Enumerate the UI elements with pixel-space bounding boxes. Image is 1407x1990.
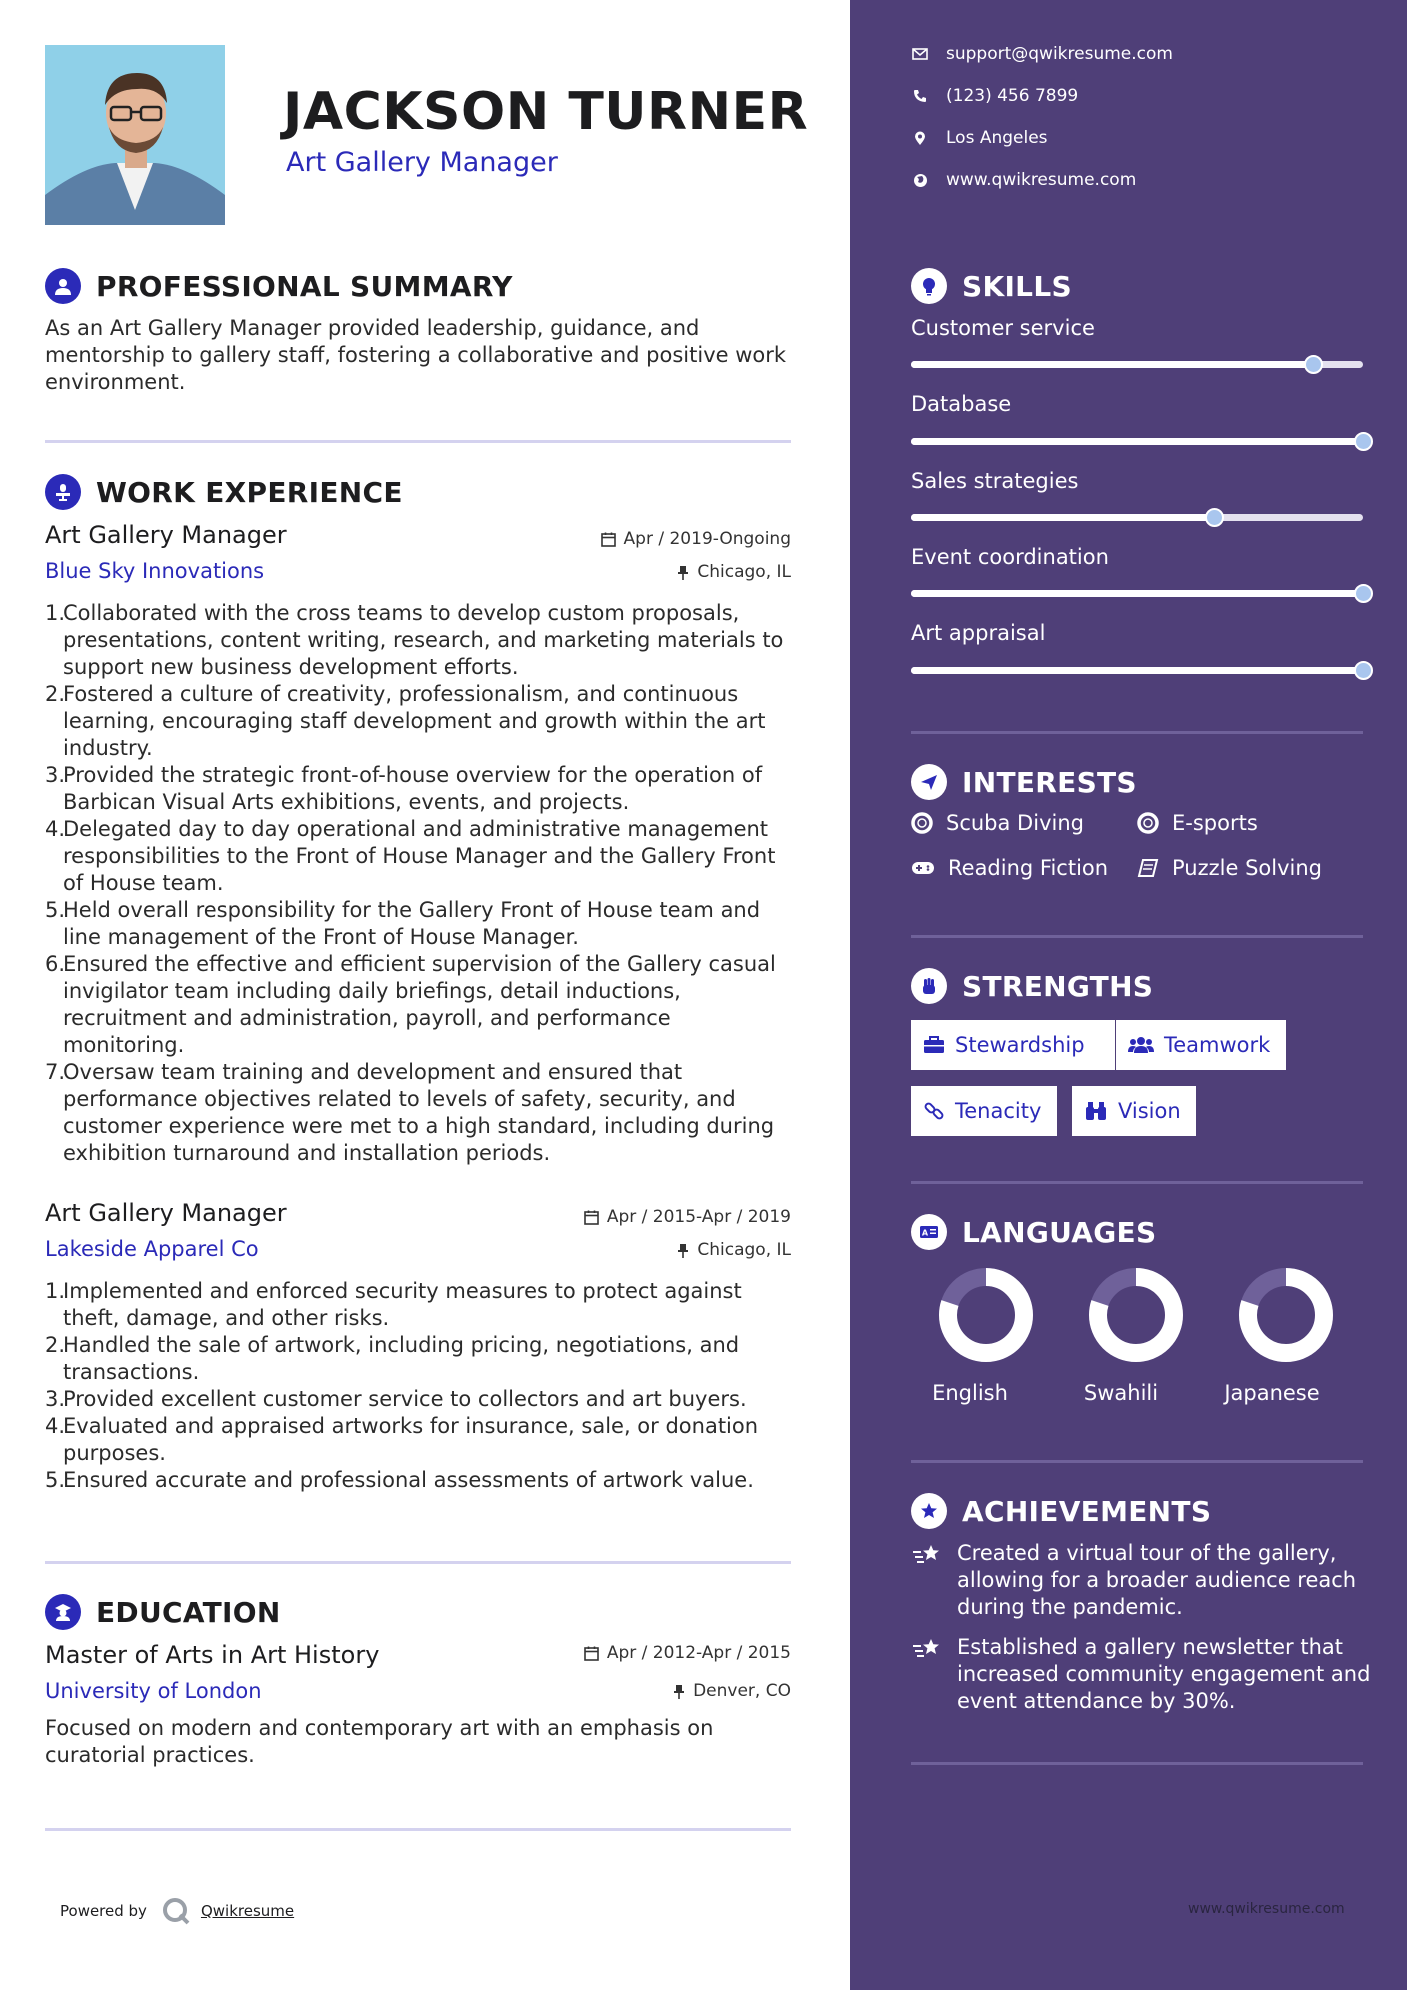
interest-item: Puzzle Solving <box>1137 856 1322 880</box>
lightbulb-icon <box>911 268 947 304</box>
shooting-star-icon <box>911 1542 943 1568</box>
map-pin-icon <box>914 131 926 146</box>
list-item: 2. Handled the sale of artwork, including pricing, negotiations, and transactions. <box>45 1333 740 1384</box>
paper-plane-icon <box>911 764 947 800</box>
skill-bar <box>911 590 1363 597</box>
company-name: Lakeside Apparel Co <box>45 1237 259 1261</box>
candidate-role: Art Gallery Manager <box>286 147 558 178</box>
summary-heading: PROFESSIONAL SUMMARY <box>45 268 513 304</box>
section-divider <box>45 1561 791 1564</box>
skill-bar-fill <box>911 514 1214 521</box>
lifebuoy-icon <box>1137 812 1159 834</box>
qwikresume-logo-icon <box>161 1896 191 1926</box>
translate-icon <box>911 1214 947 1250</box>
education-location: Denver, CO <box>673 1681 791 1701</box>
interest-item: E-sports <box>1137 811 1258 835</box>
graduate-icon <box>45 1594 81 1630</box>
skill-bar-knob <box>1354 661 1373 680</box>
summary-text: As an Art Gallery Manager provided leadership, guidance, and mentorship to gallery staff, fostering a collaborative and positive work environment. <box>45 316 787 394</box>
company-name: Blue Sky Innovations <box>45 559 265 583</box>
job-location: Chicago, IL <box>677 562 791 582</box>
pin-icon <box>677 1243 689 1258</box>
contact-website: www.qwikresume.com <box>911 170 1136 190</box>
strength-chip: Teamwork <box>1116 1020 1286 1070</box>
skill-bar-fill <box>911 438 1363 445</box>
interest-item: Reading Fiction <box>911 856 1108 880</box>
language-ring <box>1211 1265 1361 1365</box>
education-text: Focused on modern and contemporary art with an emphasis on curatorial practices. <box>45 1716 714 1767</box>
skill-bar-fill <box>911 590 1363 597</box>
skill-bar <box>911 438 1363 445</box>
job-title: Art Gallery Manager <box>45 1199 287 1227</box>
calendar-icon <box>584 1646 599 1661</box>
section-divider <box>911 1460 1363 1463</box>
education-heading: EDUCATION <box>45 1594 281 1630</box>
skills-heading: SKILLS <box>911 268 1072 304</box>
section-divider <box>911 731 1363 734</box>
pin-icon <box>673 1684 685 1699</box>
skill-bar <box>911 361 1363 368</box>
section-divider <box>45 440 791 443</box>
skill-bar-knob <box>1354 432 1373 451</box>
interests-heading: INTERESTS <box>911 764 1137 800</box>
duties-list <box>45 600 795 1167</box>
job-dates: Apr / 2015-Apr / 2019 <box>584 1207 791 1227</box>
list-item: 1. Collaborated with the cross teams to develop custom proposals, presentations, content writing, research, and marketing materials to support new business development efforts. <box>45 601 784 679</box>
job-dates: Apr / 2019-Ongoing <box>601 529 791 549</box>
school-name: University of London <box>45 1679 262 1703</box>
list-item: 5. Held overall responsibility for the Gallery Front of House team and line management of the Front of House Manager. <box>45 898 761 949</box>
work-heading: WORK EXPERIENCE <box>45 474 403 510</box>
lifebuoy-icon <box>911 812 933 834</box>
list-item: 1. Implemented and enforced security measures to protect against theft, damage, and other risks. <box>45 1279 742 1330</box>
candidate-name: JACKSON TURNER <box>283 82 809 142</box>
language-ring <box>911 1265 1061 1365</box>
podium-icon <box>45 474 81 510</box>
shooting-star-icon <box>911 1636 943 1662</box>
contact-phone: (123) 456 7899 <box>911 86 1078 106</box>
envelope-icon <box>912 48 928 60</box>
skill-bar-knob <box>1354 584 1373 603</box>
list-item: 4. Evaluated and appraised artworks for insurance, sale, or donation purposes. <box>45 1414 759 1465</box>
achievement-item: Established a gallery newsletter that increased community engagement and event attendance by 30%. <box>911 1634 1371 1715</box>
list-item: 4. Delegated day to day operational and administrative management responsibilities to the Front of House Manager and the Gallery Front of House team. <box>45 817 776 895</box>
language-ring <box>1061 1265 1211 1365</box>
achievements-heading: ACHIEVEMENTS <box>911 1493 1211 1529</box>
book-icon <box>1137 858 1159 878</box>
skill-bar-fill <box>911 667 1363 674</box>
section-divider <box>911 935 1363 938</box>
phone-icon <box>913 89 927 103</box>
strength-chip: Vision <box>1072 1086 1196 1136</box>
skill-label: Database <box>911 392 1012 416</box>
skill-label: Event coordination <box>911 545 1109 569</box>
strength-chip: Stewardship <box>911 1020 1115 1070</box>
qwikresume-link[interactable]: Qwikresume <box>200 1902 295 1920</box>
list-item: 2. Fostered a culture of creativity, professionalism, and continuous learning, encouraging staff development and growth within the art industry. <box>45 682 766 760</box>
star-badge-icon <box>911 1493 947 1529</box>
duties-list <box>45 1278 795 1494</box>
binoculars-icon <box>1084 1101 1108 1121</box>
achievement-item: Created a virtual tour of the gallery, allowing for a broader audience reach during the pandemic. <box>911 1540 1371 1621</box>
skill-bar <box>911 514 1363 521</box>
education-dates: Apr / 2012-Apr / 2015 <box>584 1643 791 1663</box>
section-divider <box>45 1828 791 1831</box>
languages-heading: A LANGUAGES <box>911 1214 1156 1250</box>
section-divider <box>911 1762 1363 1765</box>
section-divider <box>911 1181 1363 1184</box>
pin-icon <box>677 565 689 580</box>
user-icon <box>45 268 81 304</box>
list-item: 3. Provided the strategic front-of-house overview for the operation of Barbican Visual Arts exhibitions, events, and projects. <box>45 763 763 814</box>
skill-label: Art appraisal <box>911 621 1046 645</box>
language-label: English <box>932 1381 1008 1405</box>
fist-icon <box>911 968 947 1004</box>
list-item: 6. Ensured the effective and efficient supervision of the Gallery casual invigilator team including daily briefings, detail inductions, recruitment and administration, payroll, and performance monitoring. <box>45 952 776 1057</box>
users-icon <box>1128 1036 1154 1054</box>
strength-chip: Tenacity <box>911 1086 1057 1136</box>
gamepad-icon <box>911 860 935 876</box>
calendar-icon <box>601 532 616 547</box>
contact-email: support@qwikresume.com <box>911 44 1173 64</box>
list-item: 7. Oversaw team training and development and ensured that performance objectives related to levels of safety, security, and customer experience were met to a high standard, including during exhibition turnaround and installation periods. <box>45 1060 775 1165</box>
skill-label: Sales strategies <box>911 469 1079 493</box>
calendar-icon <box>584 1210 599 1225</box>
skill-bar-fill <box>911 361 1313 368</box>
globe-icon <box>913 173 928 188</box>
contact-location: Los Angeles <box>911 128 1048 148</box>
skill-bar <box>911 667 1363 674</box>
skill-bar-knob <box>1205 508 1224 527</box>
svg-text:A: A <box>921 1228 929 1238</box>
footer-website: www.qwikresume.com <box>1188 1901 1345 1917</box>
briefcase-icon <box>923 1036 945 1054</box>
job-title: Art Gallery Manager <box>45 521 287 549</box>
interest-item: Scuba Diving <box>911 811 1084 835</box>
language-label: Swahili <box>1083 1381 1159 1405</box>
skill-label: Customer service <box>911 316 1095 340</box>
language-label: Japanese <box>1224 1381 1320 1405</box>
list-item: 5. Ensured accurate and professional assessments of artwork value. <box>45 1468 754 1492</box>
job-location: Chicago, IL <box>677 1240 791 1260</box>
link-icon <box>923 1100 945 1122</box>
list-item: 3. Provided excellent customer service to collectors and art buyers. <box>45 1387 747 1411</box>
degree-title: Master of Arts in Art History <box>45 1641 380 1669</box>
strengths-heading: STRENGTHS <box>911 968 1153 1004</box>
profile-photo <box>45 45 225 225</box>
footer-powered: Powered by Qwikresume <box>60 1896 294 1926</box>
